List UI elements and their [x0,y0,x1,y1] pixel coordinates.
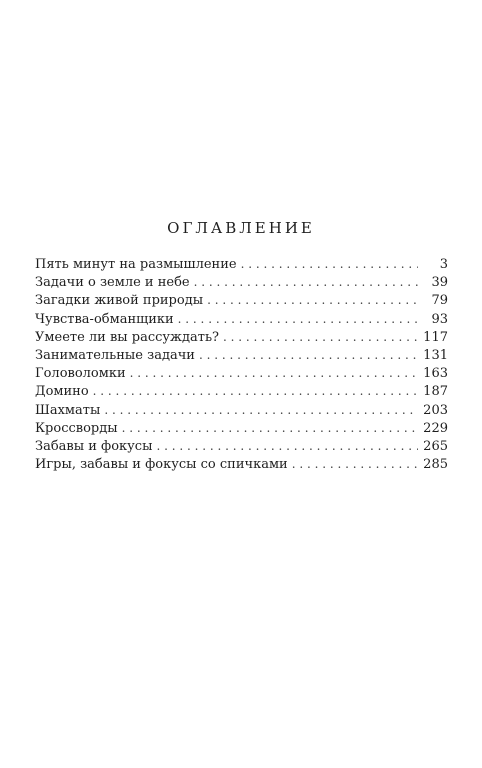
toc-leader-dots [122,419,418,437]
toc-entry [35,310,448,328]
toc-entry-label: Игры, забавы и фокусы со спичками [35,457,288,473]
toc-entry-label: Загадки живой природы [35,293,204,309]
toc-entry [35,255,448,273]
toc-entry [35,455,448,473]
toc-leader-dots [207,291,418,309]
toc-entry-page: 93 [431,311,448,327]
toc-entry-page: 39 [431,275,448,291]
toc-entry-page: 285 [423,457,448,473]
toc-entry-label: Занимательные задачи [35,347,195,363]
toc-entry-page: 3 [439,257,448,272]
toc-entry-label: Чувства-обманщики [35,311,174,327]
toc-entry-page: 117 [423,329,448,345]
toc-leader-dots [194,273,418,291]
toc-entry-page: 163 [423,366,448,382]
toc-entry-page: 187 [423,384,448,400]
toc-list [35,255,448,473]
toc-leader-dots [241,255,418,273]
toc-entry-page: 131 [423,347,448,363]
toc-entry [35,437,448,455]
toc-entry-label: Головоломки [35,366,126,382]
toc-leader-dots [223,328,418,346]
toc-entry-label: Забавы и фокусы [35,438,153,454]
toc-entry-label: Кроссворды [35,420,118,436]
toc-entry [35,291,448,309]
toc-title: ОГЛАВЛЕНИЕ [167,219,315,237]
toc-leader-dots [292,455,418,473]
toc-entry [35,346,448,364]
toc-entry [35,382,448,400]
toc-leader-dots [199,346,418,364]
toc-entry-page: 265 [423,438,448,454]
toc-entry-label: Шахматы [35,402,101,418]
toc-entry [35,273,448,291]
toc-leader-dots [178,310,418,328]
toc-entry-page: 79 [431,293,448,309]
toc-entry [35,419,448,437]
toc-entry-label: Пять минут на размышление [35,257,237,272]
toc-entry-label: Домино [35,384,89,400]
toc-entry-page: 203 [423,402,448,418]
toc-entry-label: Умеете ли вы рассуждать? [35,329,219,345]
toc-leader-dots [93,382,418,400]
toc-entry [35,364,448,382]
toc-entry [35,328,448,346]
toc-entry-page: 229 [423,420,448,436]
toc-leader-dots [156,437,418,455]
toc-leader-dots [104,401,418,419]
toc-entry [35,401,448,419]
toc-entry-label: Задачи о земле и небе [35,275,190,291]
toc-leader-dots [130,364,418,382]
